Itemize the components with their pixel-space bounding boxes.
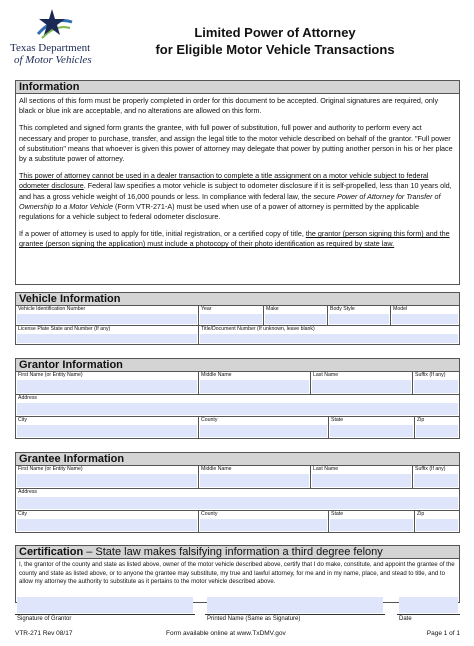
year-field[interactable] <box>198 306 263 325</box>
grantee-address-label: Address <box>18 489 38 495</box>
model-field[interactable] <box>390 306 459 325</box>
grantee-county-input[interactable] <box>200 519 327 531</box>
grantor-suffix-label: Suffix (If any) <box>415 372 446 378</box>
grantor-suffix-input[interactable] <box>414 380 458 393</box>
information-body <box>15 94 460 285</box>
grantor-last-name-field[interactable] <box>310 372 412 394</box>
date-label: Date <box>399 616 412 622</box>
grantor-address-row <box>16 394 459 416</box>
grantor-county-label: County <box>201 417 218 423</box>
grantor-address-field[interactable] <box>16 395 459 416</box>
grantor-address-input[interactable] <box>17 403 458 415</box>
vin-input[interactable] <box>17 314 197 324</box>
doc-number-input[interactable] <box>200 334 458 343</box>
grantee-county-label: County <box>201 511 218 517</box>
vehicle-heading: Vehicle Information <box>15 292 460 306</box>
form-availability: Form available online at www.TxDMV.gov <box>166 630 286 637</box>
grantee-last-name-field[interactable] <box>310 466 412 488</box>
grantor-first-name-label: First Name (or Entity Name) <box>18 372 83 378</box>
grantor-signature-input[interactable] <box>17 597 193 613</box>
grantee-name-row <box>16 466 459 488</box>
signature-label: Signature of Grantor <box>17 616 72 622</box>
printed-name-line <box>205 614 385 615</box>
grantee-zip-field[interactable] <box>414 511 459 532</box>
body-style-input[interactable] <box>329 314 389 324</box>
grantor-name-row <box>16 372 459 394</box>
certification-heading-bold: Certification <box>19 546 84 558</box>
year-label: Year <box>201 306 212 312</box>
information-heading: Information <box>15 80 460 94</box>
body-style-field[interactable] <box>327 306 390 325</box>
signature-line <box>15 614 195 615</box>
vehicle-row-1 <box>16 306 459 325</box>
vin-label: Vehicle Identification Number <box>18 306 86 312</box>
grantor-address-label: Address <box>18 395 38 401</box>
grantee-state-field[interactable] <box>328 511 414 532</box>
grantor-heading: Grantor Information <box>15 358 460 372</box>
grantor-state-label: State <box>331 417 344 423</box>
grantee-address-input[interactable] <box>17 497 458 509</box>
grantor-city-field[interactable] <box>16 417 198 438</box>
grantee-city-input[interactable] <box>17 519 197 531</box>
grantor-middle-name-input[interactable] <box>200 380 309 393</box>
grantee-first-name-field[interactable] <box>16 466 198 488</box>
info-paragraph-4 <box>19 229 456 249</box>
info-p4-underlined: the grantor (person signing this form) and the grantee (person signing the application) must include a photocopy of their photo identification as required by state law. <box>19 229 450 249</box>
grantee-suffix-input[interactable] <box>414 474 458 487</box>
grantee-city-row <box>16 510 459 532</box>
form-title <box>130 24 420 58</box>
grantee-address-row <box>16 488 459 510</box>
grantor-county-input[interactable] <box>200 425 327 437</box>
info-paragraph-1: All sections of this form must be properly completed in order for this document to be accepted. Original signatures are required, only black or blue ink are acceptable, and no alterations are allowed on this form. <box>19 96 439 116</box>
grantor-city-row <box>16 416 459 438</box>
printed-name-input[interactable] <box>207 597 383 613</box>
page-number: Page 1 of 1 <box>426 630 460 637</box>
grantee-zip-label: Zip <box>417 511 425 517</box>
date-input[interactable] <box>399 597 458 613</box>
plate-label: License Plate State and Number (If any) <box>18 326 111 332</box>
make-field[interactable] <box>263 306 327 325</box>
grantor-zip-label: Zip <box>417 417 425 423</box>
grantor-first-name-field[interactable] <box>16 372 198 394</box>
grantee-first-name-label: First Name (or Entity Name) <box>18 466 83 472</box>
info-paragraph-3 <box>19 171 456 222</box>
grantee-middle-name-label: Middle Name <box>201 466 232 472</box>
make-label: Make <box>266 306 279 312</box>
grantee-zip-input[interactable] <box>416 519 458 531</box>
grantor-city-label: City <box>18 417 27 423</box>
info-p3-text: . Federal law specifies a motor vehicle is subject to odometer disclosure if it is self-propelled, less than 10 years old, and has a gross vehicle weight of 16,000 pounds or less. In compliance with federal law, the secure <box>19 181 452 201</box>
printed-name-label: Printed Name (Same as Signature) <box>207 616 301 622</box>
grantee-city-label: City <box>18 511 27 517</box>
model-label: Model <box>393 306 408 312</box>
grantee-state-label: State <box>331 511 344 517</box>
info-p3-form-title: Power of Attorney for Transfer of Ownership to a Motor Vehicle <box>19 191 441 211</box>
agency-name-line1: Texas Department <box>10 42 91 54</box>
grantor-last-name-label: Last Name <box>313 372 339 378</box>
grantee-suffix-field[interactable] <box>412 466 459 488</box>
vehicle-grid <box>15 306 460 345</box>
grantee-last-name-input[interactable] <box>312 474 411 487</box>
grantee-last-name-label: Last Name <box>313 466 339 472</box>
grantor-zip-field[interactable] <box>414 417 459 438</box>
grantor-first-name-input[interactable] <box>17 380 197 393</box>
certification-body: I, the grantor of the county and state as listed above, owner of the motor vehicle described above, certify that I do make, constitute, and appoint the grantee of the county and state as listed above, or to anyone the grantee may substitute, my true and lawful attorney, for me and in my name, place, and stead to title, and to allow my attorney the authority to substitute as it pertains to the motor vehicle described above. <box>15 559 460 603</box>
body-style-label: Body Style <box>330 306 355 312</box>
grantee-suffix-label: Suffix (If any) <box>415 466 446 472</box>
info-paragraph-2: This completed and signed form grants the grantee, with full power of substitution, full power and authority to perform every act necessary and proper to purchase, transfer, and assign the legal title to the motor vehicle described on behalf of the grantor. "Full power of substitution" means that whoever is given this power of attorney may delegate that power by putting another person in his or her place by a substitute power of attorney. <box>19 123 453 164</box>
vehicle-row-2 <box>16 325 459 344</box>
date-line <box>397 614 460 615</box>
grantor-state-input[interactable] <box>330 425 413 437</box>
info-p4-text: If a power of attorney is used to apply for title, initial registration, or a certified copy of title, <box>19 229 306 239</box>
grantee-county-field[interactable] <box>198 511 328 532</box>
grantee-middle-name-input[interactable] <box>200 474 309 487</box>
info-p3-underlined: This power of attorney cannot be used in a dealer transaction to complete a title assignment on a motor vehicle subject to federal odometer disclosure <box>19 171 429 191</box>
grantor-middle-name-field[interactable] <box>198 372 310 394</box>
grantor-city-input[interactable] <box>17 425 197 437</box>
grantee-city-field[interactable] <box>16 511 198 532</box>
form-id: VTR-271 Rev 08/17 <box>15 630 73 637</box>
grantor-middle-name-label: Middle Name <box>201 372 232 378</box>
grantee-address-field[interactable] <box>16 489 459 510</box>
vin-field[interactable] <box>16 306 198 325</box>
info-p3-text-end: (Form VTR-271-A) must be used when use of a power of attorney is permitted by the applicable regulations for a vehicle subject to federal odometer disclosure. <box>19 201 420 222</box>
make-input[interactable] <box>265 314 326 324</box>
grantee-heading: Grantee Information <box>15 452 460 466</box>
form-title-line1: Limited Power of Attorney <box>194 25 356 40</box>
grantee-middle-name-field[interactable] <box>198 466 310 488</box>
doc-number-label: Title/Document Number (If unknown, leave blank) <box>201 326 315 332</box>
agency-name-line2: of Motor Vehicles <box>14 54 92 66</box>
grantor-suffix-field[interactable] <box>412 372 459 394</box>
model-input[interactable] <box>392 314 458 324</box>
certification-heading <box>15 545 460 559</box>
plate-input[interactable] <box>17 334 197 343</box>
certification-heading-warning: – State law makes falsifying information a third degree felony <box>83 546 383 558</box>
doc-number-field[interactable] <box>198 326 459 344</box>
star-logo-icon <box>34 8 74 42</box>
grantee-grid <box>15 466 460 533</box>
grantor-county-field[interactable] <box>198 417 328 438</box>
grantor-state-field[interactable] <box>328 417 414 438</box>
grantee-first-name-input[interactable] <box>17 474 197 487</box>
plate-field[interactable] <box>16 326 198 344</box>
grantor-zip-input[interactable] <box>416 425 458 437</box>
txdmv-logo <box>10 8 102 68</box>
grantor-grid <box>15 372 460 439</box>
grantee-state-input[interactable] <box>330 519 413 531</box>
form-title-line2: for Eligible Motor Vehicle Transactions <box>155 42 395 57</box>
year-input[interactable] <box>200 314 262 324</box>
grantor-last-name-input[interactable] <box>312 380 411 393</box>
